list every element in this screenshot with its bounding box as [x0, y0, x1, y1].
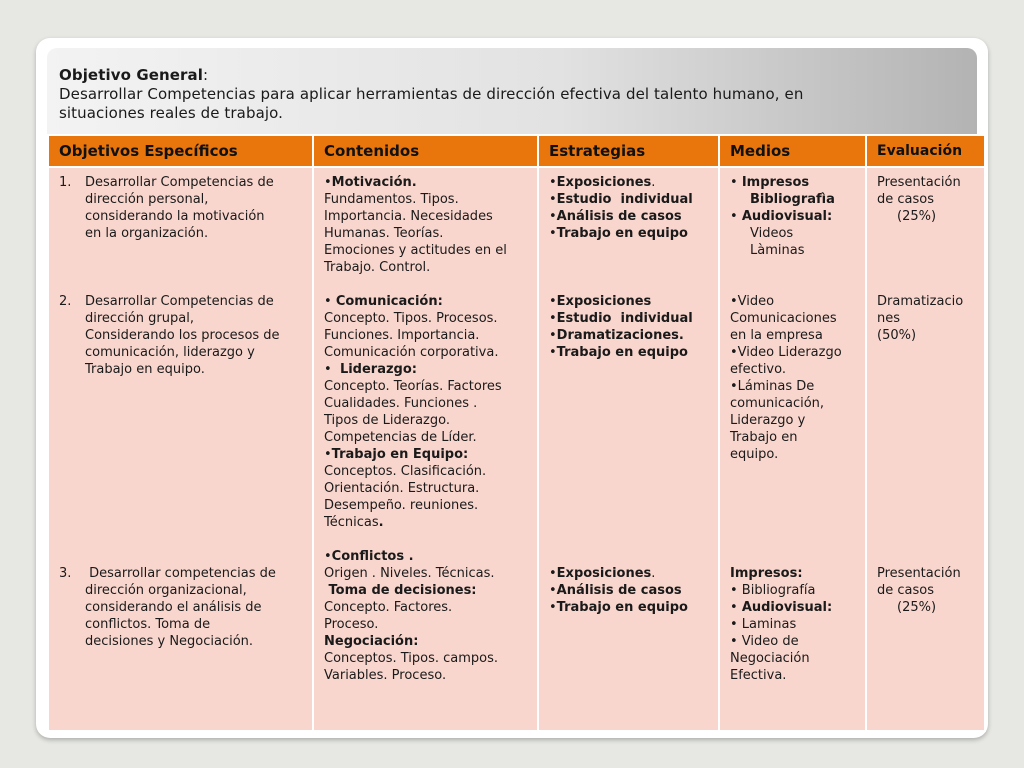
objective-2-line: dirección grupal,	[85, 311, 194, 326]
strategy-item	[549, 174, 714, 191]
objective-2-line: comunicación, liderazgo y	[85, 345, 255, 360]
general-objective-header	[47, 48, 977, 134]
topic-line: Proceso.	[324, 617, 379, 632]
media-subitem: Bibliografìa	[750, 192, 835, 207]
bullet: •	[730, 175, 742, 190]
media-line: Negociación	[730, 651, 810, 666]
topic-line: Trabajo. Control.	[324, 260, 431, 275]
objective-1	[59, 174, 308, 242]
media-line: •Video	[730, 294, 775, 309]
strategy-label: Análisis de casos	[556, 209, 682, 224]
topic-title: Motivación.	[331, 175, 417, 190]
objective-3	[59, 565, 308, 650]
objective-2-line: Desarrollar Competencias de	[85, 294, 274, 309]
objective-2-number: 2.	[59, 294, 72, 309]
objective-2	[59, 293, 308, 378]
objective-1-line: Desarrollar Competencias de	[85, 175, 274, 190]
topic-line	[324, 514, 533, 531]
evaluation-percentage: (50%)	[877, 328, 917, 343]
topic-line: Variables. Proceso.	[324, 668, 447, 683]
objective-2-line: Considerando los procesos de	[85, 328, 280, 343]
evaluation-percentage: (25%)	[897, 209, 937, 224]
objective-1-line: en la organización.	[85, 226, 209, 241]
objective-2-line: Trabajo en equipo.	[85, 362, 205, 377]
evaluation-line: de casos	[877, 583, 934, 598]
evaluation-percentage: (25%)	[897, 600, 937, 615]
topic-line-dot: .	[378, 515, 384, 530]
media-heading: Impresos:	[730, 566, 803, 581]
topic-negociacion-heading: Negociación:	[324, 634, 419, 649]
strategy-label: Exposiciones	[556, 566, 652, 581]
strategy-item	[549, 208, 714, 225]
topic-line: Competencias de Líder.	[324, 430, 477, 445]
bullet: •	[549, 583, 557, 598]
media-line: efectivo.	[730, 362, 786, 377]
bullet: •	[324, 294, 336, 309]
topic-line: Concepto. Teorías. Factores	[324, 379, 502, 394]
media-item	[730, 208, 861, 225]
evaluation-line: Presentación	[877, 175, 961, 190]
topic-trabajo-heading	[324, 446, 533, 463]
strategy-item	[549, 565, 714, 582]
bullet: •	[549, 328, 557, 343]
topic-motivacion-heading	[324, 174, 533, 191]
media-subitem: Làminas	[750, 243, 805, 258]
bullet: •	[549, 175, 557, 190]
bullet: •	[324, 362, 340, 377]
bullet: •	[549, 226, 557, 241]
strategy-item	[549, 225, 714, 242]
strategy-label: Trabajo en equipo	[556, 226, 688, 241]
header-medios: Medios	[719, 135, 866, 167]
general-objective-text-line-2: situaciones reales de trabajo.	[59, 104, 284, 122]
topic-line: Comunicación corporativa.	[324, 345, 499, 360]
media-label: Impresos	[741, 175, 810, 190]
strategy-label: Análisis de casos	[556, 583, 682, 598]
objective-1-line: considerando la motivación	[85, 209, 265, 224]
evaluation-line: de casos	[877, 192, 934, 207]
media-label: Audiovisual:	[741, 600, 833, 615]
table-header-row	[48, 135, 985, 167]
evaluation-line: nes	[877, 311, 901, 326]
media-line: Comunicaciones	[730, 311, 837, 326]
bullet: •	[549, 209, 557, 224]
topic-title: Comunicación:	[335, 294, 443, 309]
competencies-table	[47, 134, 986, 732]
bullet: •	[549, 345, 557, 360]
media-line: equipo.	[730, 447, 779, 462]
topic-line: Funciones. Importancia.	[324, 328, 480, 343]
topic-line: Desempeño. reuniones.	[324, 498, 479, 513]
strategy-item	[549, 599, 714, 616]
topic-line: Importancia. Necesidades	[324, 209, 493, 224]
title-colon: :	[203, 66, 209, 84]
media-line: en la empresa	[730, 328, 823, 343]
topic-line: Emociones y actitudes en el	[324, 243, 507, 258]
media-line: • Bibliografía	[730, 583, 816, 598]
bullet: •	[549, 192, 557, 207]
media-item	[730, 174, 861, 191]
topic-conflictos-heading	[324, 548, 533, 565]
objective-3-number: 3.	[59, 566, 72, 581]
media-label: Audiovisual:	[741, 209, 833, 224]
strategy-item	[549, 344, 714, 361]
general-objective-text-line-1: Desarrollar Competencias para aplicar herramientas de dirección efectiva del talento humano, en	[59, 85, 804, 103]
strategy-item	[549, 582, 714, 599]
strategy-label: Estudio individual	[556, 311, 693, 326]
bullet: •	[549, 311, 557, 326]
topic-line: Fundamentos. Tipos.	[324, 192, 459, 207]
topic-line: Tipos de Liderazgo.	[324, 413, 450, 428]
evaluation-line: Presentación	[877, 566, 961, 581]
media-line: •Láminas De	[730, 379, 815, 394]
evaluation-line: Dramatizacio	[877, 294, 964, 309]
topic-comunicacion-heading	[324, 293, 533, 310]
strategy-label: Exposiciones	[556, 294, 652, 309]
strategy-tail: .	[651, 566, 656, 581]
slide-card	[36, 38, 988, 738]
strategy-item	[549, 327, 714, 344]
objective-3-line: dirección organizacional,	[85, 583, 247, 598]
bullet: •	[324, 447, 332, 462]
contenidos-cell	[313, 167, 538, 731]
topic-title: Liderazgo:	[339, 362, 417, 377]
topic-line-text: Técnicas	[324, 515, 379, 530]
media-line: •Video Liderazgo	[730, 345, 842, 360]
media-line: Efectiva.	[730, 668, 787, 683]
media-item	[730, 599, 861, 616]
general-objective-title: Objetivo General	[59, 66, 204, 84]
medios-cell	[719, 167, 866, 731]
media-line: • Video de	[730, 634, 799, 649]
strategy-item	[549, 310, 714, 327]
objective-3-line: considerando el análisis de	[85, 600, 262, 615]
topic-line: Concepto. Factores.	[324, 600, 453, 615]
topic-toma-heading: Toma de decisiones:	[324, 583, 477, 598]
bullet: •	[549, 566, 557, 581]
objective-3-line: conflictos. Toma de	[85, 617, 211, 632]
topic-liderazgo-heading	[324, 361, 533, 378]
topic-title: Conflictos .	[331, 549, 414, 564]
topic-line: Humanas. Teorías.	[324, 226, 444, 241]
estrategias-cell	[538, 167, 719, 731]
media-subitem: Videos	[750, 226, 794, 241]
table-row	[48, 167, 985, 731]
topic-line: Conceptos. Tipos. campos.	[324, 651, 499, 666]
bullet: •	[324, 175, 332, 190]
bullet: •	[549, 294, 557, 309]
bullet: •	[549, 600, 557, 615]
strategy-item	[549, 293, 714, 310]
objetivos-cell	[48, 167, 313, 731]
bullet: •	[730, 209, 742, 224]
strategy-label: Estudio individual	[556, 192, 693, 207]
evaluacion-cell	[866, 167, 985, 731]
objective-1-line: dirección personal,	[85, 192, 209, 207]
strategy-label: Exposiciones	[556, 175, 652, 190]
media-line: comunicación,	[730, 396, 825, 411]
objective-1-number: 1.	[59, 175, 72, 190]
topic-line: Origen . Niveles. Técnicas.	[324, 566, 495, 581]
topic-line: Cualidades. Funciones .	[324, 396, 478, 411]
strategy-label: Dramatizaciones.	[556, 328, 684, 343]
header-evaluacion: Evaluación	[866, 135, 985, 167]
header-estrategias: Estrategias	[538, 135, 719, 167]
topic-line: Conceptos. Clasificación.	[324, 464, 487, 479]
header-objetivos: Objetivos Específicos	[48, 135, 313, 167]
media-line: • Laminas	[730, 617, 797, 632]
header-contenidos: Contenidos	[313, 135, 538, 167]
topic-line: Concepto. Tipos. Procesos.	[324, 311, 498, 326]
strategy-label: Trabajo en equipo	[556, 600, 688, 615]
topic-title: Trabajo en Equipo:	[331, 447, 469, 462]
media-line: Liderazgo y	[730, 413, 806, 428]
topic-line: Orientación. Estructura.	[324, 481, 480, 496]
bullet: •	[324, 549, 332, 564]
objective-3-line: Desarrollar competencias de	[85, 566, 276, 581]
strategy-label: Trabajo en equipo	[556, 345, 688, 360]
objective-3-line: decisiones y Negociación.	[85, 634, 254, 649]
strategy-tail: .	[651, 175, 656, 190]
strategy-item	[549, 191, 714, 208]
bullet: •	[730, 600, 742, 615]
media-line: Trabajo en	[730, 430, 798, 445]
